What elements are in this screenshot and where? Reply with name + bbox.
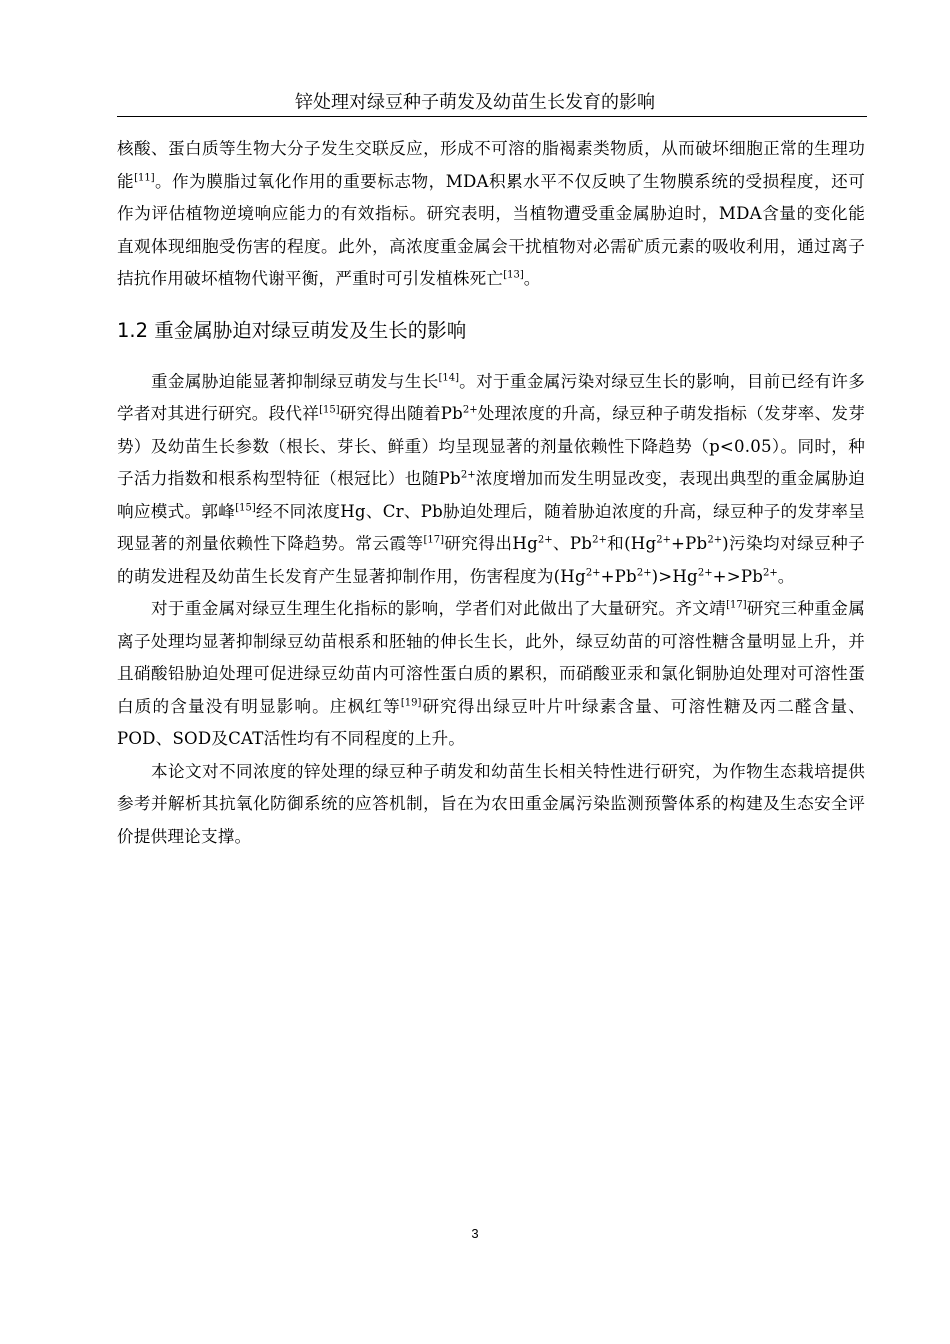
section-heading: 1.2 重金属胁迫对绿豆萌发及生长的影响 <box>117 318 467 342</box>
text-run: 、Pb <box>552 534 593 553</box>
superscript: [19] <box>400 696 422 708</box>
superscript: 2+ <box>460 469 476 481</box>
text-run: +Pb <box>671 534 708 553</box>
superscript: 2+ <box>656 534 672 546</box>
header-rule <box>117 116 867 117</box>
text-run: 。作为膜脂过氧化作用的重要标志物，MDA积累水平不仅反映了生物膜系统的受损程度，还可作为评估植物逆境响应能力的有效指标。研究表明，当植物遭受重金属胁迫时，MDA含量的变化能直观体现细胞受伤害的程度。此外，高浓度重金属会干扰植物对必需矿质元素的吸收利用，通过离子拮抗作用破坏植物代谢平衡，严重时可引发植株死亡 <box>117 171 865 288</box>
superscript: 2+ <box>763 566 778 578</box>
superscript: [14] <box>438 371 460 383</box>
running-header: 锌处理对绿豆种子萌发及幼苗生长发育的影响 <box>295 92 655 113</box>
superscript: 2+ <box>592 534 607 546</box>
paragraph-4 <box>117 756 865 854</box>
body-content <box>117 133 865 853</box>
text-run: 经不同浓度Hg、Cr、Pb胁迫处理后，随着胁迫浓度的升高，绿豆种子的发芽率呈现显著的剂量依赖性下降趋势。常云霞等 <box>117 501 866 553</box>
text-run: 研究三种重金属离子处理均显著抑制绿豆幼苗根系和胚轴的伸长生长，此外，绿豆幼苗的可溶性糖含量明显上升，并且硝酸铅胁迫处理可促进绿豆幼苗内可溶性蛋白质的累积，而硝酸亚汞和氯化铜胁迫处理对可溶性蛋白质的含量没有明显影响。庄枫红等 <box>117 599 865 716</box>
superscript: [15] <box>319 404 340 416</box>
text-run: 核酸、蛋白质等生物大分子发生交联反应，形成不可溶的脂褐素类物质，从而破坏细胞正常的生理功能 <box>117 139 865 191</box>
superscript: 2+ <box>585 566 601 578</box>
paragraph-3 <box>117 593 865 756</box>
superscript: [17] <box>726 599 747 611</box>
text-run: +Pb <box>600 566 637 586</box>
page-number: 3 <box>471 1226 479 1241</box>
text-run: 重金属胁迫能显著抑制绿豆萌发与生长 <box>151 371 439 391</box>
text-run: +>Pb <box>712 566 764 586</box>
text-run: )>Hg <box>651 566 698 586</box>
text-run: 和(Hg <box>606 534 657 553</box>
paragraph-1 <box>117 133 865 296</box>
text-run: 。 <box>523 269 541 288</box>
text-run: 浓度增加而发生明显改变，表现出典型的重金属胁迫响应模式。郭峰 <box>117 469 865 521</box>
superscript: 2+ <box>707 534 723 546</box>
superscript: 2+ <box>462 404 478 416</box>
text-run: 处理浓度的升高，绿豆种子萌发指标（发芽率、发芽势）及幼苗生长参数（根长、芽长、鲜重）均呈现显著的剂量依赖性下降趋势（p<0.05）。同时，种子活力指数和根系构型特征（根冠比）也随Pb <box>117 404 865 488</box>
superscript: [17] <box>423 534 445 546</box>
text-run: )污染均对绿豆种子的萌发进程及幼苗生长发育产生显著抑制作用，伤害程度为(Hg <box>117 534 865 586</box>
superscript: [11] <box>134 171 155 183</box>
superscript: 2+ <box>636 566 652 578</box>
superscript: [15] <box>235 501 256 513</box>
superscript: 2+ <box>697 566 713 578</box>
text-run: 研究得出Hg <box>444 534 538 553</box>
superscript: 2+ <box>537 534 553 546</box>
text-run: 。 <box>777 566 795 586</box>
text-run: 对于重金属对绿豆生理生化指标的影响，学者们对此做出了大量研究。齐文靖 <box>151 599 727 618</box>
text-run: 研究得出随着Pb <box>339 404 463 423</box>
text-run: 。对于重金属污染对绿豆生长的影响，目前已经有许多学者对其进行研究。段代祥 <box>117 371 865 423</box>
text-run: 研究得出绿豆叶片叶绿素含量、可溶性糖及丙二醛含量、POD、SOD及CAT活性均有不同程度的上升。 <box>117 696 865 748</box>
text-run: 本论文对不同浓度的锌处理的绿豆种子萌发和幼苗生长相关特性进行研究，为作物生态栽培提供参考并解析其抗氧化防御系统的应答机制，旨在为农田重金属污染监测预警体系的构建及生态安全评价提供理论支撑。 <box>117 761 865 846</box>
superscript: [13] <box>503 269 524 281</box>
paragraph-2 <box>117 366 865 594</box>
